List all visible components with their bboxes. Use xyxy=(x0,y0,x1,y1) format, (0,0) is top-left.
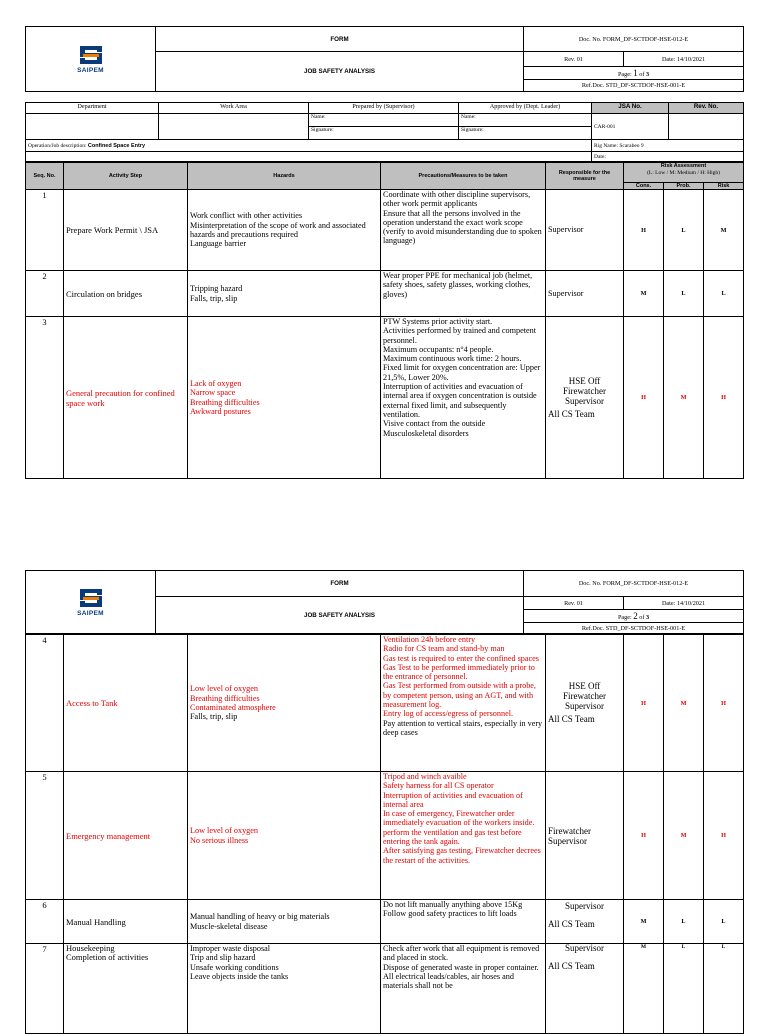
prepared-name[interactable]: Name: xyxy=(309,114,459,127)
reference-doc: Ref.Doc. STD_DF-SCTDOF-HSE-001-E xyxy=(524,79,744,91)
reference-doc: Ref.Doc. STD_DF-SCTDOF-HSE-001-E xyxy=(524,623,744,634)
approved-by-label: Approved by (Dept. Leader) xyxy=(459,103,592,114)
seq-number: 7 xyxy=(26,944,64,1034)
responsible-cell: Supervisor All CS Team xyxy=(546,900,624,944)
seq-number: 3 xyxy=(26,317,64,479)
hazards-cell: Work conflict with other activities Misinterpretation of the scope of work and associated hazards and precautions required Language barrier xyxy=(188,190,381,271)
page-2 xyxy=(25,570,743,1034)
precautions-cell: Check after work that all equipment is removed and placed in stock. Dispose of generated waste in proper container. All electrical leads/cables, air hoses and materials shall not be xyxy=(381,944,546,1034)
revision: Rev. 01 xyxy=(524,597,624,610)
jsa-table-page-2 xyxy=(25,634,744,1034)
responsible-cell: Supervisor xyxy=(546,271,624,317)
activity-step: Manual Handling xyxy=(64,900,188,944)
prob-rating: L xyxy=(664,190,704,271)
seq-number: 4 xyxy=(26,635,64,772)
jsa-no-label: JSA No. xyxy=(592,103,669,114)
page-1 xyxy=(25,26,743,479)
form-title: JOB SAFETY ANALYSIS xyxy=(156,597,524,634)
table-row xyxy=(26,317,744,479)
activity-step: Emergency management xyxy=(64,772,188,900)
activity-step: Housekeeping Completion of activities xyxy=(64,944,188,1034)
hazards-cell: Low level of oxygen No serious illness xyxy=(188,772,381,900)
risk-rating: L xyxy=(704,900,744,944)
precautions-cell: PTW Systems prior activity start. Activities performed by trained and competent personnel. Maximum occupants: n°4 people. Maximum continuous work time: 2 hours. Fixed limit for oxygen concentration are: Upper 21,5%, Lower 20%. Interruption of activities and evacuation of internal area if oxygen concentration is outside external fixed limit, and subsequently ventilation. Visive contact from the outside Musculoskeletal disorders xyxy=(381,317,546,479)
risk-rating: L xyxy=(704,271,744,317)
hazards-cell: Tripping hazard Falls, trip, slip xyxy=(188,271,381,317)
prob-rating: M xyxy=(664,317,704,479)
prepared-by-label: Prepared by (Supervisor) xyxy=(309,103,459,114)
col-activity-header: Activity Step xyxy=(64,163,188,190)
precautions-cell: Coordinate with other discipline supervisors, other work permit applicants Ensure that all the persons involved in the operation understand the exact work scope (verify to avoid misunderstanding due to spoken language) xyxy=(381,190,546,271)
cons-rating: H xyxy=(624,772,664,900)
table-row xyxy=(26,271,744,317)
col-cons-header: Cons. xyxy=(624,183,664,190)
hazards-cell: Improper waste disposal Trip and slip hazard Unsafe working conditions Leave objects inside the tanks xyxy=(188,944,381,1034)
revision: Rev. 01 xyxy=(524,52,624,66)
company-name: SAIPEM xyxy=(77,609,104,617)
precautions-cell: Ventilation 24h before entry Radio for CS team and stand-by man Gas test is required to enter the confined spaces Gas Test to be performed immediately prior to the entrance of personnel. Gas Test performed from outside with a probe, by competent person, using an AGT, and with measurement log. Entry log of access/egress of personnel. Pay attention to vertical stairs, especially in very deep cases xyxy=(381,635,546,772)
precautions-cell: Wear proper PPE for mechanical job (helmet, safety shoes, safety glasses, working clothes, gloves) xyxy=(381,271,546,317)
cons-rating: H xyxy=(624,635,664,772)
spacer-cell xyxy=(26,152,592,162)
hazards-cell: Low level of oxygen Breathing difficulties Contaminated atmosphere Falls, trip, slip xyxy=(188,635,381,772)
col-precautions-header: Precautions/Measures to be taken xyxy=(381,163,546,190)
responsible-cell: HSE Off Firewatcher Supervisor All CS Team xyxy=(546,635,624,772)
col-prob-header: Prob. xyxy=(664,183,704,190)
hazards-cell: Lack of oxygen Narrow space Breathing difficulties Awkward postures xyxy=(188,317,381,479)
table-row xyxy=(26,635,744,772)
prob-rating: M xyxy=(664,772,704,900)
responsible-cell: Firewatcher Supervisor xyxy=(546,772,624,900)
prob-rating: L xyxy=(664,900,704,944)
precautions-cell: Do not lift manually anything above 15Kg Follow good safety practices to lift loads xyxy=(381,900,546,944)
seq-number: 6 xyxy=(26,900,64,944)
rev-no-value[interactable] xyxy=(669,114,744,140)
table-row xyxy=(26,900,744,944)
saipem-logo xyxy=(28,571,153,633)
cons-rating: M xyxy=(624,900,664,944)
cons-rating: H xyxy=(624,190,664,271)
col-risk-header: Risk xyxy=(704,183,744,190)
work-area-value[interactable] xyxy=(159,114,309,140)
table-row xyxy=(26,772,744,900)
document-header xyxy=(25,26,744,92)
company-name: SAIPEM xyxy=(77,66,104,74)
rev-no-label: Rev. No. xyxy=(669,103,744,114)
hazards-cell: Manual handling of heavy or big materials Muscle-skeletal disease xyxy=(188,900,381,944)
seq-number: 2 xyxy=(26,271,64,317)
responsible-cell: Supervisor All CS Team xyxy=(546,944,624,1034)
jsa-table-page-1 xyxy=(25,162,744,479)
saipem-logo-icon xyxy=(78,588,104,608)
prob-rating: M xyxy=(664,635,704,772)
doc-number: Doc. No. FORM_DF-SCTDOF-HSE-012-E xyxy=(524,27,744,52)
page-number: Page: 1 of 3 xyxy=(524,66,744,79)
col-hazards-header: Hazards xyxy=(188,163,381,190)
rig-name: Rig Name: Scarabeo 9 xyxy=(592,140,744,152)
department-label: Department xyxy=(26,103,159,114)
form-label: FORM xyxy=(156,571,524,597)
risk-rating: L xyxy=(704,944,744,1034)
logo-cell xyxy=(26,571,156,634)
doc-number: Doc. No. FORM_DF-SCTDOF-HSE-012-E xyxy=(524,571,744,597)
issue-date: Date: 14/10/2021 xyxy=(624,52,744,66)
jsa-no-value: CAR-001 xyxy=(592,114,669,140)
issue-date: Date: 14/10/2021 xyxy=(624,597,744,610)
table-row xyxy=(26,190,744,271)
prob-rating: L xyxy=(664,271,704,317)
logo-cell xyxy=(26,27,156,92)
risk-rating: H xyxy=(704,635,744,772)
risk-assessment-header: Risk Assessment (L: Low / M: Medium / H: High) xyxy=(624,163,744,183)
operation-description: Operation/Job description: Confined Space Entry xyxy=(26,140,592,152)
work-area-label: Work Area xyxy=(159,103,309,114)
form-title: JOB SAFETY ANALYSIS xyxy=(156,52,524,92)
saipem-logo xyxy=(28,27,153,91)
table-row xyxy=(26,944,744,1034)
col-responsible-header: Responsible for the measure xyxy=(546,163,624,190)
responsible-cell: HSE Off Firewatcher Supervisor All CS Team xyxy=(546,317,624,479)
approved-signature[interactable]: Signature: xyxy=(459,127,592,140)
risk-rating: M xyxy=(704,190,744,271)
department-value[interactable] xyxy=(26,114,159,140)
seq-number: 1 xyxy=(26,190,64,271)
risk-rating: H xyxy=(704,317,744,479)
date-field[interactable]: Date: xyxy=(592,152,744,162)
document-header xyxy=(25,570,744,634)
seq-number: 5 xyxy=(26,772,64,900)
approved-name[interactable]: Name: xyxy=(459,114,592,127)
activity-step: General precaution for confined space work xyxy=(64,317,188,479)
col-seq-header: Seq. No. xyxy=(26,163,64,190)
cons-rating: M xyxy=(624,271,664,317)
saipem-logo-icon xyxy=(78,45,104,65)
activity-step: Circulation on bridges xyxy=(64,271,188,317)
form-label: FORM xyxy=(156,27,524,52)
cons-rating: M xyxy=(624,944,664,1034)
prob-rating: L xyxy=(664,944,704,1034)
precautions-cell: Tripod and winch avaible Safety harness for all CS operator Interruption of activities and evacuation of internal area In case of emergency, Firewatcher order immediately evacuation of the workers inside. perform the ventilation and gas test before entering the tank again. After satisfying gas testing, Firewatcher decrees the restart of the activities. xyxy=(381,772,546,900)
activity-step: Access to Tank xyxy=(64,635,188,772)
cons-rating: H xyxy=(624,317,664,479)
responsible-cell: Supervisor xyxy=(546,190,624,271)
page-number: Page: 2 of 3 xyxy=(524,610,744,623)
risk-rating: H xyxy=(704,772,744,900)
activity-step: Prepare Work Permit \ JSA xyxy=(64,190,188,271)
job-info xyxy=(25,102,744,162)
prepared-signature[interactable]: Signature: xyxy=(309,127,459,140)
